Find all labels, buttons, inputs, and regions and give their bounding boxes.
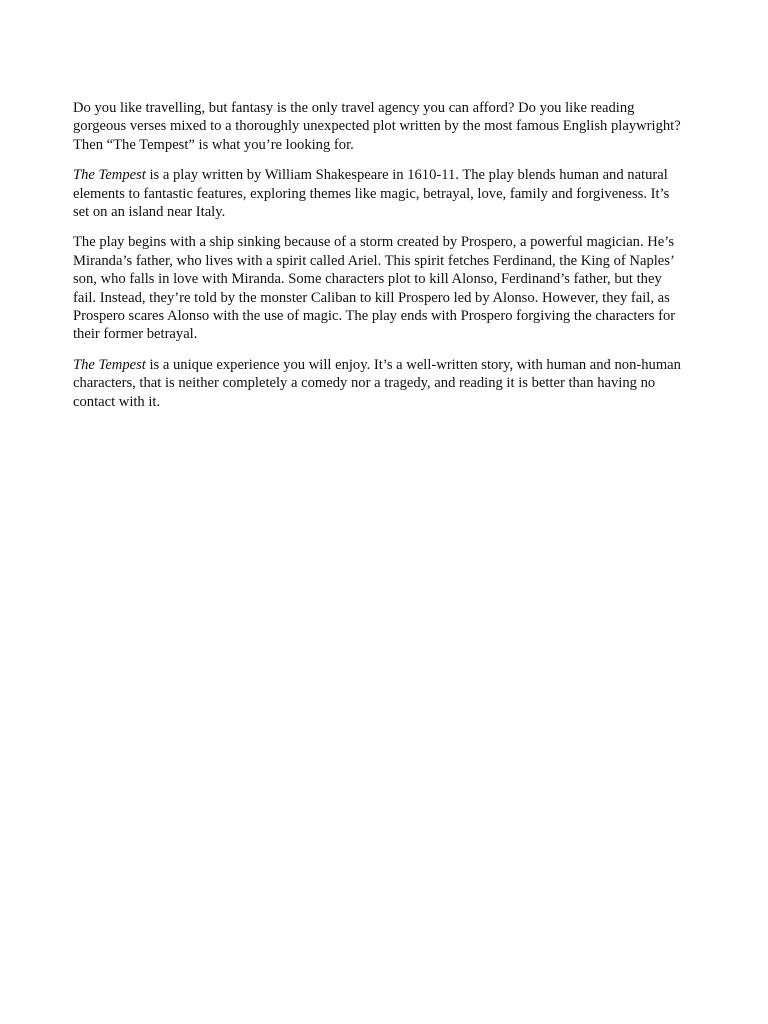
paragraph-text: Do you like travelling, but fantasy is the only travel agency you can afford? Do you like reading gorgeous verses mixed to a thoroughly unexpected plot written by the most famous English playwright? Then “The Tempest” is what you’re looking for. xyxy=(73,100,681,153)
play-title-italic: The Tempest xyxy=(73,167,146,184)
paragraph-plot xyxy=(73,233,685,343)
paragraph-overview xyxy=(73,166,685,221)
paragraph-intro xyxy=(73,99,685,154)
paragraph-text: The play begins with a ship sinking because of a storm created by Prospero, a powerful magician. He’s Miranda’s father, who lives with a spirit called Ariel. This spirit fetches Ferdinand, the King of Naples’ son, who falls in love with Miranda. Some characters plot to kill Alonso, Ferdinand’s father, but they fail. Instead, they’re told by the monster Caliban to kill Prospero led by Alonso. However, they fail, as Prospero scares Alonso with the use of magic. The play ends with Prospero forgiving the characters for their former betrayal. xyxy=(73,234,676,343)
play-title-italic: The Tempest xyxy=(73,356,146,373)
paragraph-conclusion xyxy=(73,356,685,411)
document-body xyxy=(73,99,685,423)
paragraph-text: is a play written by William Shakespeare in 1610-11. The play blends human and natural elements to fantastic features, exploring themes like magic, betrayal, love, family and forgiveness. It’s set on an island near Italy. xyxy=(73,167,670,221)
paragraph-text: is a unique experience you will enjoy. It’s a well-written story, with human and non-human characters, that is neither completely a comedy nor a tragedy, and reading it is better than having no contact with it. xyxy=(73,356,681,410)
